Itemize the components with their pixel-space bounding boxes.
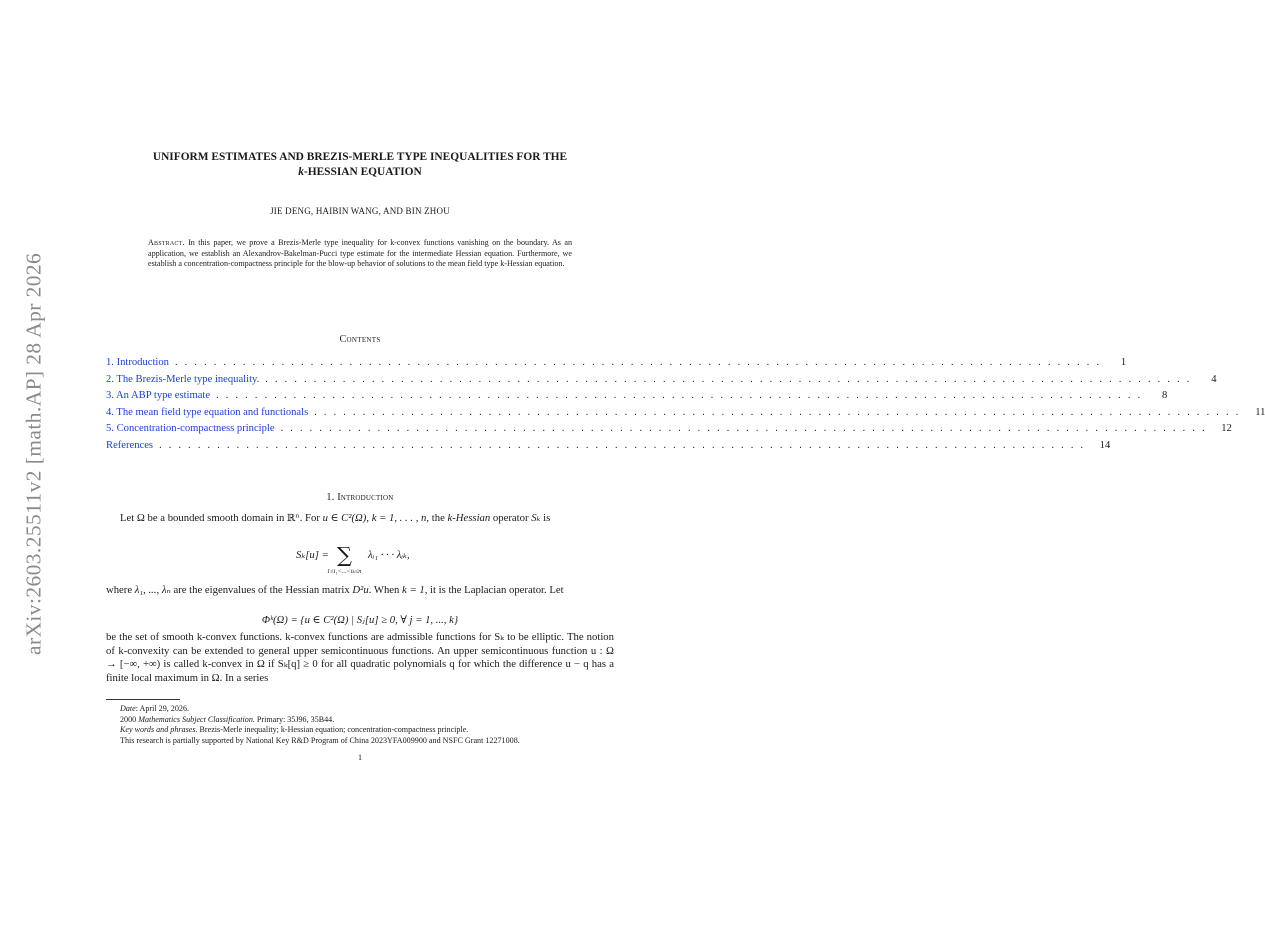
toc-page-number: 14 (1099, 439, 1111, 451)
equation-right-side: λᵢ₁ · · · λᵢₖ, (368, 549, 410, 561)
summation-symbol: ∑ (337, 543, 352, 567)
math-inline: D²u (352, 584, 369, 596)
title-line-2-rest: -HESSIAN EQUATION (303, 166, 422, 178)
text-run: operator (490, 512, 532, 524)
toc-entry-concentration[interactable] (106, 423, 1232, 440)
contents-heading: Contents (339, 334, 381, 345)
text-run: , (366, 512, 372, 524)
hessian-operator-equation (106, 545, 614, 581)
footnote-prefix: 2000 (120, 714, 139, 724)
toc-link[interactable]: 4. The mean field type equation and functionals (106, 406, 309, 418)
abstract (148, 238, 572, 270)
text-run: . For (299, 512, 323, 524)
reals-symbol: ℝⁿ (287, 513, 300, 524)
intro-paragraph-3: be the set of smooth k-convex functions. k-convex functions are admissible functions for Sₖ to be elliptic. The notion of k-convexity can be extended to general upper semicontinuous functions. An upper semicontinuous function u : Ω → [−∞, +∞) is called k-convex in Ω if Sₖ[q] ≥ 0 for all quadratic polynomials q for which the difference u − q has a finite local maximum in Ω. In a series (106, 631, 614, 684)
intro-paragraph-2 (106, 584, 614, 598)
table-of-contents (106, 357, 1265, 457)
text-run: are the eigenvalues of the Hessian matrix (170, 584, 353, 596)
toc-entry-mean-field[interactable] (106, 406, 1265, 424)
abstract-label: Abstract. (148, 238, 185, 247)
title-k: k (298, 166, 304, 178)
toc-link[interactable]: 5. Concentration-compactness principle (106, 423, 275, 435)
footnote-msc (106, 715, 614, 726)
toc-link[interactable]: 1. Introduction (106, 357, 169, 368)
footnote-label: Mathematics Subject Classification. (138, 714, 255, 724)
toc-leader-dots: ................................................................................................ (159, 439, 1091, 451)
text-run: . When (368, 584, 403, 596)
footnote-support: This research is partially supported by National Key R&D Program of China 2023YFA009900 and NSFC Grant 12271008. (120, 735, 520, 745)
footnote-keywords (106, 725, 614, 736)
math-inline: Sₖ (531, 512, 541, 524)
footnote-rule (106, 699, 180, 700)
toc-entry-references[interactable] (106, 439, 1111, 457)
footnote-label: Date (120, 704, 136, 713)
paper-title (106, 150, 614, 180)
arxiv-identifier: arXiv:2603.25511v2 [math.AP] 28 Apr 2026 (21, 252, 46, 656)
summation-range: 1≤i₁<...<iₖ≤n (327, 568, 362, 575)
toc-link[interactable]: 3. An ABP type estimate (106, 390, 211, 402)
toc-page-number: 12 (1221, 423, 1232, 435)
toc-page-number: 11 (1255, 406, 1265, 418)
toc-entry-brezis-merle[interactable] (106, 373, 1217, 391)
text-run: Let Ω be a bounded smooth domain in (120, 512, 288, 524)
toc-page-number: 4 (1211, 373, 1217, 385)
footnote-value: : April 29, 2026. (135, 704, 190, 713)
math-inline: λ₁, ..., λₙ (134, 584, 171, 596)
title-line-2 (106, 165, 614, 180)
math-inline: k = 1, . . . , n (371, 512, 427, 524)
equation-left-side: Sₖ[u] = (296, 549, 329, 561)
toc-leader-dots: ................................................................................................ (265, 373, 1197, 385)
text-run: is (540, 512, 551, 524)
toc-link[interactable]: References (106, 439, 154, 451)
toc-page-number: 1 (1120, 357, 1127, 368)
toc-leader-dots: ................................................................................................ (314, 406, 1246, 418)
text-run: , the (426, 512, 448, 524)
text-run: , it is the Laplacian operator. Let (424, 584, 564, 596)
k-convex-set-equation: Φᵏ(Ω) = {u ∈ C²(Ω) | Sⱼ[u] ≥ 0, ∀ j = 1, ..., k} (261, 614, 459, 626)
intro-paragraph-1 (106, 512, 614, 526)
author-list: JIE DENG, HAIBIN WANG, AND BIN ZHOU (270, 206, 450, 216)
section-heading: 1. Introduction (326, 492, 394, 503)
toc-entry-abp-estimate[interactable] (106, 390, 1168, 407)
footnote-label: Key words and phrases. (120, 725, 198, 734)
abstract-text: In this paper, we prove a Brezis-Merle type inequality for k-convex functions vanishing on the boundary. As an application, we establish an Alexandrov-Bakelman-Pucci type estimate for the intermediate Hessian equation. Furthermore, we establish a concentration-compactness principle for the blow-up behavior of solutions to the mean field type k-Hessian equation. (148, 238, 572, 269)
toc-entry-introduction[interactable] (106, 357, 1127, 374)
footnote-date (106, 704, 614, 715)
footnote-value: Brezis-Merle inequality; k-Hessian equation; concentration-compactness principle. (197, 725, 469, 734)
footnotes (106, 704, 614, 746)
toc-leader-dots: ................................................................................................ (280, 423, 1212, 435)
footnote-value: Primary: 35J96, 35B44. (254, 714, 335, 724)
title-line-1: UNIFORM ESTIMATES AND BREZIS-MERLE TYPE INEQUALITIES FOR THE (152, 151, 568, 163)
toc-link[interactable]: 2. The Brezis-Merle type inequality. (106, 373, 260, 385)
toc-leader-dots: ................................................................................................ (174, 357, 1107, 368)
text-run: where (106, 584, 135, 596)
term-k-hessian: k-Hessian (447, 512, 491, 524)
toc-leader-dots: ................................................................................................ (216, 390, 1148, 402)
toc-page-number: 8 (1161, 390, 1168, 402)
math-inline: k = 1 (402, 584, 425, 596)
page-number: 1 (357, 753, 363, 762)
math-inline: u ∈ C²(Ω) (322, 512, 367, 524)
